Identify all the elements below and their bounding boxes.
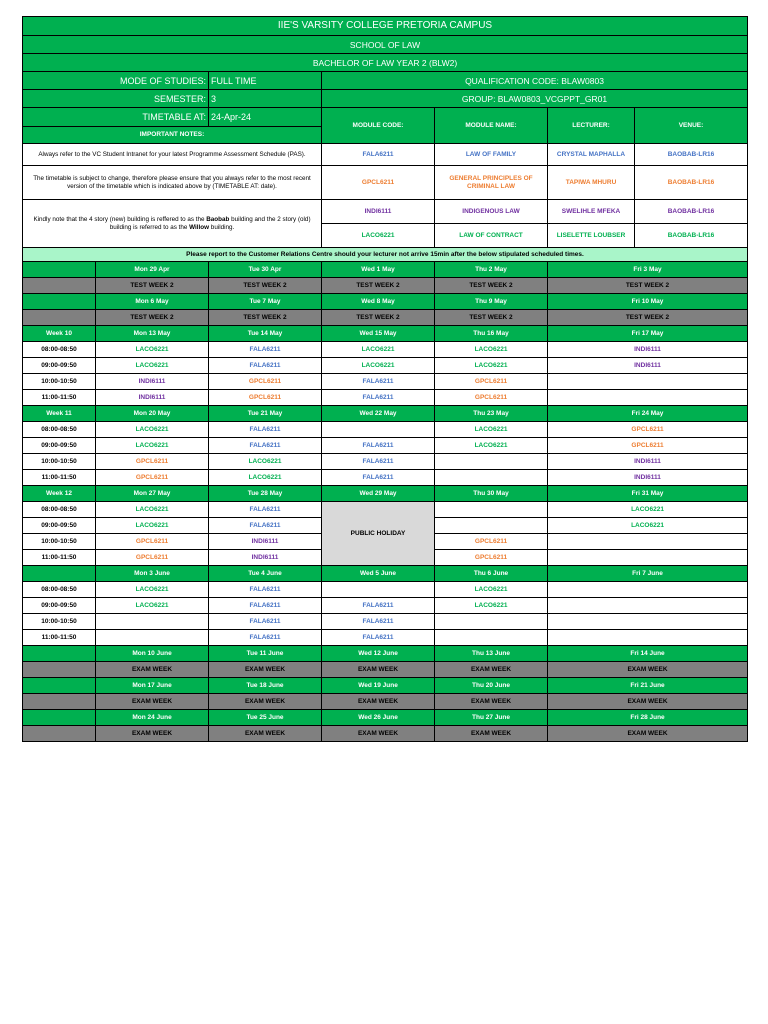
time-slot-row xyxy=(23,614,748,630)
timetable-at-label: TIMETABLE AT: xyxy=(23,108,209,127)
time-slot-label: 08:00-08:50 xyxy=(23,422,96,438)
week-status-cell: EXAM WEEK xyxy=(548,694,748,710)
day-header: Thu 23 May xyxy=(435,406,548,422)
day-header: Wed 5 June xyxy=(322,566,435,582)
day-header: Wed 12 June xyxy=(322,646,435,662)
schedule-cell: LACO6221 xyxy=(322,342,435,358)
time-slot-row xyxy=(23,390,748,406)
day-header: Tue 30 Apr xyxy=(209,262,322,278)
time-slot-label: 09:00-09:50 xyxy=(23,518,96,534)
schedule-cell xyxy=(548,374,748,390)
note-buildings: Kindly note that the 4 story (new) building is reffered to as the Baobab building and the 2 story (old) building is referred to as the Willow building. xyxy=(23,200,322,248)
time-slot-label: 09:00-09:50 xyxy=(23,358,96,374)
week-status-cell: TEST WEEK 2 xyxy=(209,310,322,326)
week-status-cell: TEST WEEK 2 xyxy=(96,310,209,326)
qualification-code: QUALIFICATION CODE: BLAW0803 xyxy=(322,72,748,90)
week-status-cell: EXAM WEEK xyxy=(209,694,322,710)
week-status-cell: EXAM WEEK xyxy=(96,662,209,678)
time-slot-label: 10:00-10:50 xyxy=(23,374,96,390)
week-label: Week 10 xyxy=(23,326,96,342)
week-label xyxy=(23,278,96,294)
time-slot-row xyxy=(23,438,748,454)
day-header: Mon 13 May xyxy=(96,326,209,342)
mode-label: MODE OF STUDIES: xyxy=(23,72,209,90)
schedule-cell: FALA6211 xyxy=(322,614,435,630)
schedule-cell xyxy=(435,518,548,534)
module-code-cell: GPCL6211 xyxy=(322,166,435,200)
schedule-cell: INDI6111 xyxy=(548,454,748,470)
schedule-cell: FALA6211 xyxy=(209,342,322,358)
time-slot-label: 09:00-09:50 xyxy=(23,598,96,614)
day-header: Wed 19 June xyxy=(322,678,435,694)
schedule-cell: GPCL6211 xyxy=(96,470,209,486)
day-header: Thu 13 June xyxy=(435,646,548,662)
schedule-cell: LACO6221 xyxy=(96,438,209,454)
day-header: Fri 31 May xyxy=(548,486,748,502)
day-header: Mon 3 June xyxy=(96,566,209,582)
schedule-cell: GPCL6211 xyxy=(209,390,322,406)
schedule-cell: LACO6221 xyxy=(548,502,748,518)
week-status-cell: EXAM WEEK xyxy=(435,662,548,678)
note-subject-to-change: The timetable is subject to change, therefore please ensure that you always refer to the most recent version of the timetable which is indicated above by (TIMETABLE AT: date). xyxy=(23,166,322,200)
day-header-row xyxy=(23,406,748,422)
schedule-cell: INDI6111 xyxy=(548,358,748,374)
schedule-cell: FALA6211 xyxy=(322,438,435,454)
schedule-cell xyxy=(435,454,548,470)
day-header: Mon 27 May xyxy=(96,486,209,502)
week-status-cell: EXAM WEEK xyxy=(209,662,322,678)
time-slot-label: 10:00-10:50 xyxy=(23,614,96,630)
venue-cell: BAOBAB-LR16 xyxy=(635,166,748,200)
schedule-cell: FALA6211 xyxy=(322,470,435,486)
schedule-cell xyxy=(322,582,435,598)
semester-label: SEMESTER: xyxy=(23,90,209,108)
day-header: Thu 9 May xyxy=(435,294,548,310)
schedule-cell: FALA6211 xyxy=(322,598,435,614)
day-header: Mon 29 Apr xyxy=(96,262,209,278)
module-name-header: MODULE NAME: xyxy=(435,108,548,144)
week-label xyxy=(23,294,96,310)
week-label xyxy=(23,726,96,742)
day-header: Thu 30 May xyxy=(435,486,548,502)
schedule-cell xyxy=(96,630,209,646)
schedule-cell: INDI6111 xyxy=(96,390,209,406)
schedule-cell: GPCL6211 xyxy=(435,374,548,390)
time-slot-row xyxy=(23,502,748,518)
day-header-row xyxy=(23,326,748,342)
module-name-cell: LAW OF FAMILY xyxy=(435,144,548,166)
school-title: SCHOOL OF LAW xyxy=(23,36,748,54)
note-intranet: Always refer to the VC Student Intranet for your latest Programme Assessment Schedule (PAS). xyxy=(23,144,322,166)
week-status-row xyxy=(23,726,748,742)
day-header-row xyxy=(23,294,748,310)
time-slot-label: 10:00-10:50 xyxy=(23,454,96,470)
time-slot-row xyxy=(23,422,748,438)
week-status-cell: EXAM WEEK xyxy=(548,662,748,678)
day-header: Tue 14 May xyxy=(209,326,322,342)
group-code: GROUP: BLAW0803_VCGPPT_GR01 xyxy=(322,90,748,108)
schedule-cell: LACO6221 xyxy=(322,358,435,374)
time-slot-label: 10:00-10:50 xyxy=(23,534,96,550)
week-label xyxy=(23,678,96,694)
schedule-cell: LACO6221 xyxy=(435,422,548,438)
schedule-cell: LACO6221 xyxy=(435,438,548,454)
schedule-cell: GPCL6211 xyxy=(209,374,322,390)
schedule-cell: INDI6111 xyxy=(548,342,748,358)
schedule-cell: LACO6221 xyxy=(435,582,548,598)
day-header: Mon 20 May xyxy=(96,406,209,422)
week-status-cell: EXAM WEEK xyxy=(96,694,209,710)
schedule-cell: FALA6211 xyxy=(322,630,435,646)
schedule-cell xyxy=(548,390,748,406)
time-slot-label: 08:00-08:50 xyxy=(23,582,96,598)
day-header: Thu 20 June xyxy=(435,678,548,694)
schedule-cell: INDI6111 xyxy=(548,470,748,486)
week-label xyxy=(23,646,96,662)
week-label xyxy=(23,310,96,326)
day-header-row xyxy=(23,710,748,726)
week-label xyxy=(23,262,96,278)
schedule-cell: FALA6211 xyxy=(209,358,322,374)
week-status-row xyxy=(23,278,748,294)
module-name-cell: LAW OF CONTRACT xyxy=(435,224,548,248)
week-status-cell: EXAM WEEK xyxy=(322,694,435,710)
important-notes-label: IMPORTANT NOTES: xyxy=(23,127,322,144)
week-status-row xyxy=(23,662,748,678)
day-header: Fri 7 June xyxy=(548,566,748,582)
schedule-cell xyxy=(96,614,209,630)
day-header: Fri 21 June xyxy=(548,678,748,694)
schedule-cell: FALA6211 xyxy=(209,582,322,598)
time-slot-row xyxy=(23,358,748,374)
schedule-cell: GPCL6211 xyxy=(435,534,548,550)
time-slot-row xyxy=(23,598,748,614)
week-status-cell: TEST WEEK 2 xyxy=(322,310,435,326)
day-header: Tue 28 May xyxy=(209,486,322,502)
day-header: Thu 27 June xyxy=(435,710,548,726)
week-status-cell: TEST WEEK 2 xyxy=(435,310,548,326)
schedule-cell: GPCL6211 xyxy=(435,550,548,566)
day-header: Wed 1 May xyxy=(322,262,435,278)
venue-cell: BAOBAB-LR16 xyxy=(635,144,748,166)
time-slot-label: 08:00-08:50 xyxy=(23,502,96,518)
schedule-cell: GPCL6211 xyxy=(96,454,209,470)
time-slot-label: 11:00-11:50 xyxy=(23,550,96,566)
schedule-cell xyxy=(435,630,548,646)
lecturer-cell: CRYSTAL MAPHALLA xyxy=(548,144,635,166)
week-status-cell: TEST WEEK 2 xyxy=(548,278,748,294)
venue-cell: BAOBAB-LR16 xyxy=(635,200,748,224)
timetable-sheet xyxy=(22,16,747,742)
week-status-cell: TEST WEEK 2 xyxy=(435,278,548,294)
schedule-cell: LACO6221 xyxy=(209,454,322,470)
schedule-cell: GPCL6211 xyxy=(96,550,209,566)
module-code-cell: FALA6211 xyxy=(322,144,435,166)
time-slot-row xyxy=(23,374,748,390)
report-notice: Please report to the Customer Relations Centre should your lecturer not arrive 15min after the below stipulated scheduled times. xyxy=(23,248,748,262)
day-header: Tue 21 May xyxy=(209,406,322,422)
week-status-cell: EXAM WEEK xyxy=(322,726,435,742)
day-header: Wed 29 May xyxy=(322,486,435,502)
week-label: Week 12 xyxy=(23,486,96,502)
day-header: Tue 11 June xyxy=(209,646,322,662)
day-header: Thu 2 May xyxy=(435,262,548,278)
day-header: Tue 4 June xyxy=(209,566,322,582)
day-header-row xyxy=(23,646,748,662)
schedule-cell: GPCL6211 xyxy=(96,534,209,550)
day-header: Thu 6 June xyxy=(435,566,548,582)
schedule-cell xyxy=(435,470,548,486)
time-slot-row xyxy=(23,342,748,358)
schedule-cell: FALA6211 xyxy=(209,518,322,534)
day-header: Mon 6 May xyxy=(96,294,209,310)
week-status-row xyxy=(23,694,748,710)
schedule-cell: FALA6211 xyxy=(209,598,322,614)
schedule-cell: GPCL6211 xyxy=(435,390,548,406)
time-slot-row xyxy=(23,630,748,646)
schedule-cell xyxy=(548,598,748,614)
week-status-cell: EXAM WEEK xyxy=(96,726,209,742)
time-slot-label: 11:00-11:50 xyxy=(23,630,96,646)
schedule-cell: FALA6211 xyxy=(209,614,322,630)
venue-header: VENUE: xyxy=(635,108,748,144)
day-header-row xyxy=(23,566,748,582)
week-status-cell: EXAM WEEK xyxy=(209,726,322,742)
week-status-cell: TEST WEEK 2 xyxy=(548,310,748,326)
module-code-cell: LACO6221 xyxy=(322,224,435,248)
schedule-cell xyxy=(548,534,748,550)
schedule-cell: FALA6211 xyxy=(322,374,435,390)
programme-title: BACHELOR OF LAW YEAR 2 (BLW2) xyxy=(23,54,748,72)
day-header-row xyxy=(23,262,748,278)
time-slot-row xyxy=(23,582,748,598)
schedule-cell: FALA6211 xyxy=(322,390,435,406)
time-slot-row xyxy=(23,454,748,470)
schedule-cell: LACO6221 xyxy=(435,358,548,374)
week-status-cell: TEST WEEK 2 xyxy=(322,278,435,294)
schedule-cell: LACO6221 xyxy=(96,582,209,598)
lecturer-cell: SWELIHLE MFEKA xyxy=(548,200,635,224)
schedule-cell: FALA6211 xyxy=(209,502,322,518)
schedule-cell xyxy=(322,422,435,438)
week-status-cell: EXAM WEEK xyxy=(548,726,748,742)
schedule-cell: GPCL6211 xyxy=(548,422,748,438)
schedule-cell: GPCL6211 xyxy=(548,438,748,454)
day-header: Mon 10 June xyxy=(96,646,209,662)
schedule-cell: LACO6221 xyxy=(96,342,209,358)
time-slot-label: 11:00-11:50 xyxy=(23,390,96,406)
module-name-cell: INDIGENOUS LAW xyxy=(435,200,548,224)
week-label xyxy=(23,566,96,582)
day-header: Fri 28 June xyxy=(548,710,748,726)
time-slot-label: 09:00-09:50 xyxy=(23,438,96,454)
day-header: Fri 24 May xyxy=(548,406,748,422)
week-label xyxy=(23,710,96,726)
week-label: Week 11 xyxy=(23,406,96,422)
week-status-cell: EXAM WEEK xyxy=(435,694,548,710)
schedule-cell: LACO6221 xyxy=(96,502,209,518)
schedule-cell: FALA6211 xyxy=(322,454,435,470)
schedule-cell xyxy=(548,582,748,598)
schedule-cell: FALA6211 xyxy=(209,438,322,454)
schedule-cell: FALA6211 xyxy=(209,630,322,646)
schedule-cell: LACO6221 xyxy=(548,518,748,534)
time-slot-label: 11:00-11:50 xyxy=(23,470,96,486)
schedule-cell: LACO6221 xyxy=(96,358,209,374)
week-label xyxy=(23,694,96,710)
day-header: Tue 7 May xyxy=(209,294,322,310)
week-status-cell: EXAM WEEK xyxy=(435,726,548,742)
day-header: Tue 18 June xyxy=(209,678,322,694)
public-holiday-cell: PUBLIC HOLIDAY xyxy=(322,502,435,566)
day-header: Fri 14 June xyxy=(548,646,748,662)
schedule-cell xyxy=(548,614,748,630)
week-status-cell: TEST WEEK 2 xyxy=(209,278,322,294)
schedule-cell: LACO6221 xyxy=(435,598,548,614)
day-header: Wed 8 May xyxy=(322,294,435,310)
schedule-cell: INDI6111 xyxy=(209,550,322,566)
day-header: Mon 24 June xyxy=(96,710,209,726)
schedule-cell: LACO6221 xyxy=(96,598,209,614)
day-header: Tue 25 June xyxy=(209,710,322,726)
module-code-cell: INDI6111 xyxy=(322,200,435,224)
day-header: Wed 15 May xyxy=(322,326,435,342)
day-header: Fri 3 May xyxy=(548,262,748,278)
day-header-row xyxy=(23,678,748,694)
day-header: Wed 26 June xyxy=(322,710,435,726)
building-name: Willow xyxy=(189,223,210,231)
timetable-table xyxy=(22,16,748,742)
schedule-cell: LACO6221 xyxy=(96,422,209,438)
week-label xyxy=(23,662,96,678)
module-name-cell: GENERAL PRINCIPLES OF CRIMINAL LAW xyxy=(435,166,548,200)
mode-value: FULL TIME xyxy=(209,72,322,90)
schedule-cell: INDI6111 xyxy=(96,374,209,390)
day-header-row xyxy=(23,486,748,502)
schedule-cell: LACO6221 xyxy=(435,342,548,358)
schedule-cell: LACO6221 xyxy=(209,470,322,486)
week-status-cell: EXAM WEEK xyxy=(322,662,435,678)
schedule-cell: LACO6221 xyxy=(96,518,209,534)
schedule-cell: FALA6211 xyxy=(209,422,322,438)
schedule-cell: INDI6111 xyxy=(209,534,322,550)
semester-value: 3 xyxy=(209,90,322,108)
lecturer-header: LECTURER: xyxy=(548,108,635,144)
lecturer-cell: TAPIWA MHURU xyxy=(548,166,635,200)
lecturer-cell: LISELETTE LOUBSER xyxy=(548,224,635,248)
week-status-row xyxy=(23,310,748,326)
schedule-cell xyxy=(548,630,748,646)
week-status-cell: TEST WEEK 2 xyxy=(96,278,209,294)
module-code-header: MODULE CODE: xyxy=(322,108,435,144)
venue-cell: BAOBAB-LR16 xyxy=(635,224,748,248)
campus-title: IIE'S VARSITY COLLEGE PRETORIA CAMPUS xyxy=(23,17,748,36)
building-name: Baobab xyxy=(206,215,230,223)
day-header: Thu 16 May xyxy=(435,326,548,342)
schedule-cell xyxy=(435,502,548,518)
day-header: Fri 10 May xyxy=(548,294,748,310)
day-header: Fri 17 May xyxy=(548,326,748,342)
schedule-cell xyxy=(548,550,748,566)
day-header: Mon 17 June xyxy=(96,678,209,694)
timetable-at-value: 24-Apr-24 xyxy=(209,108,322,127)
schedule-cell xyxy=(435,614,548,630)
time-slot-label: 08:00-08:50 xyxy=(23,342,96,358)
day-header: Wed 22 May xyxy=(322,406,435,422)
time-slot-row xyxy=(23,470,748,486)
